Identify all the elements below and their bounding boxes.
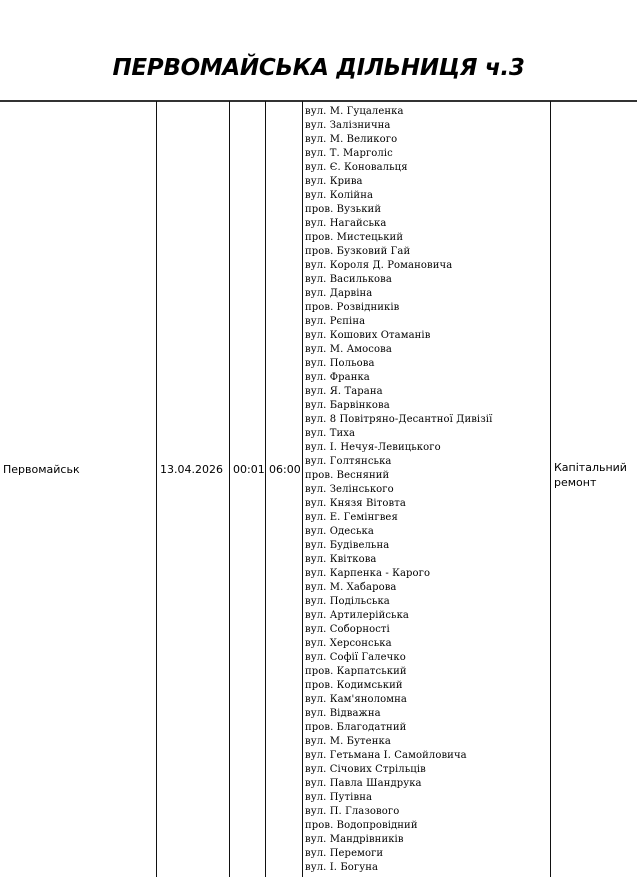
street-item: вул. Рєпіна: [305, 316, 366, 327]
street-item: вул. Одеська: [305, 526, 374, 537]
street-item: вул. Мандрівників: [305, 834, 404, 845]
street-item: вул. Артилерійська: [305, 610, 409, 621]
street-item: вул. Квіткова: [305, 554, 377, 565]
street-item: пров. Вузький: [305, 204, 382, 215]
street-item: вул. Софії Галечко: [305, 652, 406, 663]
street-item: пров. Весняний: [305, 470, 390, 481]
street-item: пров. Карпатський: [305, 666, 407, 677]
date-cell: 13.04.2026: [160, 463, 223, 476]
street-item: пров. Водопровідний: [305, 820, 418, 831]
street-item: пров. Благодатний: [305, 722, 407, 733]
page-title: ПЕРВОМАЙСЬКА ДІЛЬНИЦЯ ч.3: [112, 55, 525, 81]
street-item: вул. Короля Д. Романовича: [305, 260, 453, 271]
streets-cell: [305, 105, 549, 875]
column-divider: [156, 101, 157, 877]
street-item: вул. М. Хабарова: [305, 582, 397, 593]
street-item: вул. Січових Стрільців: [305, 764, 426, 775]
street-item: вул. Путівна: [305, 792, 373, 803]
street-item: вул. Будівельна: [305, 540, 390, 551]
street-item: вул. Гетьмана І. Самойловича: [305, 750, 467, 761]
street-item: вул. Павла Шандрука: [305, 778, 422, 789]
street-item: вул. 8 Повітряно-Десантної Дивізії: [305, 414, 493, 425]
reason-line: Капітальний: [554, 461, 627, 474]
street-item: вул. Залізнична: [305, 120, 391, 131]
street-item: вул. Зелінського: [305, 484, 394, 495]
street-item: вул. І. Богуна: [305, 862, 379, 873]
street-item: пров. Бузковий Гай: [305, 246, 411, 257]
street-item: пров. Мистецький: [305, 232, 404, 243]
street-item: вул. П. Глазового: [305, 806, 400, 817]
street-item: пров. Розвідників: [305, 302, 400, 313]
street-item: вул. Т. Марголіс: [305, 148, 393, 159]
street-item: вул. Соборності: [305, 624, 390, 635]
table-top-border: [0, 100, 637, 102]
column-divider: [265, 101, 266, 877]
street-item: вул. Я. Тарана: [305, 386, 383, 397]
reason-cell: [554, 460, 627, 490]
street-item: вул. І. Нечуя-Левицького: [305, 442, 441, 453]
street-item: вул. Є. Коновальця: [305, 162, 408, 173]
street-item: вул. Нагайська: [305, 218, 387, 229]
street-item: вул. Дарвіна: [305, 288, 373, 299]
street-item: вул. Барвінкова: [305, 400, 390, 411]
time-to-cell: 06:00: [269, 463, 301, 476]
street-item: вул. Перемоги: [305, 848, 384, 859]
street-item: вул. Херсонська: [305, 638, 392, 649]
street-item: вул. Відважна: [305, 708, 381, 719]
street-item: вул. Подільська: [305, 596, 390, 607]
street-item: пров. Кодимський: [305, 680, 403, 691]
street-item: вул. Крива: [305, 176, 363, 187]
time-from-cell: 00:01: [233, 463, 265, 476]
street-item: вул. Колійна: [305, 190, 374, 201]
column-divider: [550, 101, 551, 877]
street-item: вул. Польова: [305, 358, 375, 369]
street-item: вул. М. Великого: [305, 134, 398, 145]
street-item: вул. Голтянська: [305, 456, 392, 467]
street-item: вул. Франка: [305, 372, 370, 383]
column-divider: [302, 101, 303, 877]
street-item: вул. М. Гуцаленка: [305, 106, 404, 117]
street-item: вул. М. Бутенка: [305, 736, 391, 747]
street-item: вул. Кам'яноломна: [305, 694, 407, 705]
street-item: вул. Е. Гемінгвея: [305, 512, 398, 523]
street-item: вул. М. Амосова: [305, 344, 392, 355]
street-item: вул. Карпенка - Карого: [305, 568, 431, 579]
street-item: вул. Кошових Отаманів: [305, 330, 431, 341]
column-divider: [229, 101, 230, 877]
settlement-cell: Первомайськ: [3, 463, 80, 476]
street-item: вул. Князя Вітовта: [305, 498, 406, 509]
street-item: вул. Василькова: [305, 274, 392, 285]
reason-line: ремонт: [554, 476, 597, 489]
street-item: вул. Тиха: [305, 428, 356, 439]
